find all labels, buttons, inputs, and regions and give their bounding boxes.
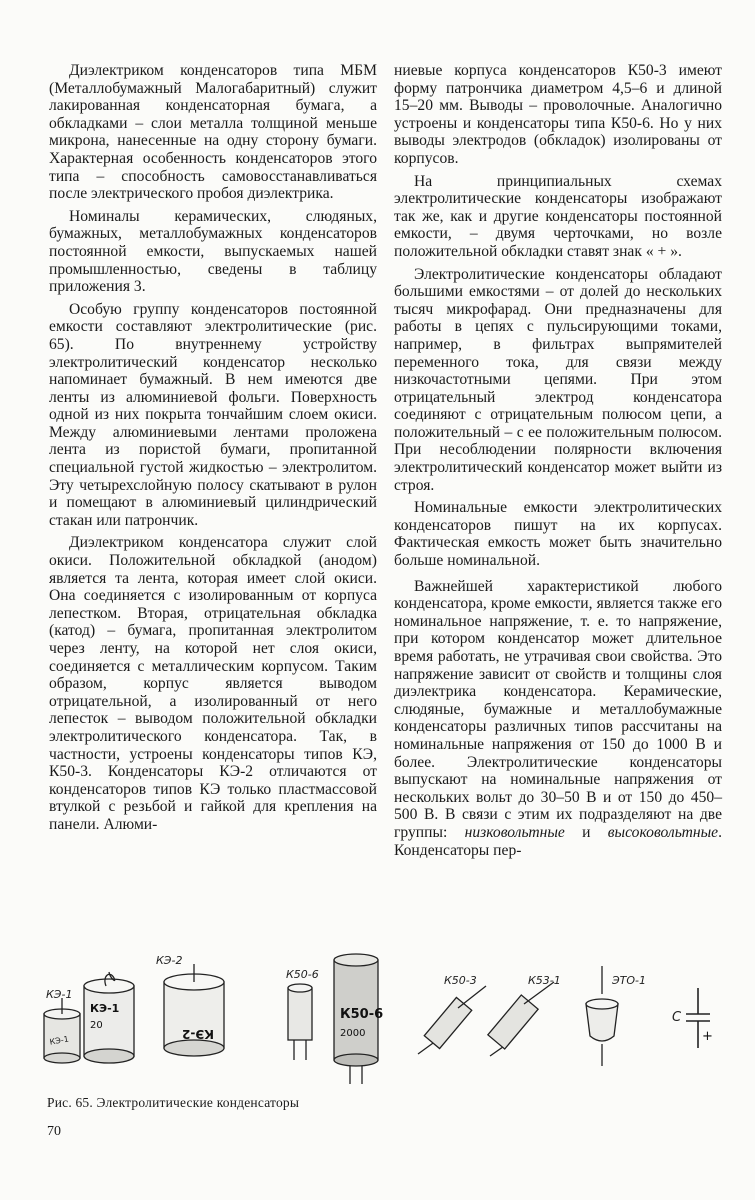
paragraph: Электролитические конденсаторы обладают большими емкостями – от долей до нескольких тысяч микрофарад. Они предназначены для работы в цепях с пульсирующими токами, например, в фильтрах выпрямителей переменного тока, для связи между низкочастотными цепями. При этом отрицательный электрод конденсатора соединяют с отрицательным полюсом цепи, а положительный – с ее положительным полюсом. При несоблюдении полярности включения электролитический конденсатор может выйти из строя.	[394, 265, 722, 494]
label-ke2: КЭ-2	[156, 954, 183, 967]
capacitor-ke2	[164, 964, 224, 1056]
body-mark: К50-6	[340, 1007, 384, 1022]
capacitor-symbol	[686, 988, 713, 1048]
capacitor-k506-small	[288, 984, 312, 1060]
figure-caption: Рис. 65. Электролитические конденсаторы	[47, 1095, 300, 1110]
body-mark: КЭ-1	[90, 1002, 120, 1015]
capacitor-ke1	[84, 972, 134, 1063]
paragraph-text: . Конденсаторы пер-	[394, 823, 722, 859]
body-value: 20	[90, 1020, 103, 1031]
label-k531: К53-1	[528, 974, 561, 987]
label-symbol-c: C	[672, 1010, 682, 1025]
emphasis-text: низковольтные	[464, 823, 565, 841]
paragraph: ниевые корпуса конденсаторов К50-3 имеют форму патрончика диаметром 4,5–6 и длиной 15–20 мм. Выводы – проволочные. Аналогично устроены и конденсаторы типа К50-6. Но у них выводы электродов (обкладок) изолированы от корпусов.	[394, 62, 722, 167]
body-value: 2000	[340, 1028, 366, 1039]
capacitor-k506	[334, 954, 383, 1084]
paragraph: Диэлектриком конденсаторов типа МБМ (Металлобумажный Малогабаритный) служит лакированная конденсаторная бумага, а обкладками – слои металла толщиной меньше микрона, нанесенные на одну сторону бумаги. Характерная особенность конденсаторов этого типа – способность самовосстанавливаться после электрического пробоя диэлектрика.	[49, 62, 377, 203]
body-mark: КЭ-2	[182, 1027, 214, 1041]
paragraph	[394, 578, 722, 860]
paragraph: Номинальные емкости электролитических конденсаторов пишут на их корпусах. Фактическая емкость может быть значительно больше номинальной.	[394, 499, 722, 570]
paragraph: Номиналы керамических, слюдяных, бумажных, металлобумажных конденсаторов постоянной емкости, выпускаемых нашей промышленностью, сведены в таблицу приложения 3.	[49, 207, 377, 296]
label-ke1: КЭ-1	[46, 988, 73, 1001]
left-text-column	[49, 62, 377, 839]
label-eto1: ЭТО-1	[612, 974, 647, 987]
paragraph: Особую группу конденсаторов постоянной емкости составляют электролитические (рис. 65). По внутреннему устройству электролитический конденсатор несколько напоминает бумажный. В нем имеются две ленты из алюминиевой фольги. Поверхность одной из них покрыта тончайшим слоем окиси. Между алюминиевыми лентами проложена лента из пористой бумаги, пропитанной специальной густой жидкостью – электролитом. Эту четырехслойную полосу скатывают в рулон и помещают в алюминиевый цилиндрический стакан или патрончик.	[49, 300, 377, 529]
capacitor-k503	[418, 986, 486, 1054]
paragraph-text: Важнейшей характеристикой любого конденсатора, кроме емкости, является также его номинальное напряжение, т. е. то напряжение, при котором конденсатор может длительное время работать, не утрачивая свои свойства. Это напряжение зависит от свойств и толщины слоя диэлектрика конденсатора. Керамические, слюдяные, бумажные и металлобумажные конденсаторы различных типов рассчитаны на номинальные напряжения от 150 до 1000 В и более. Электролитические конденсаторы выпускают на номинальные напряжения от нескольких вольт до 30–50 В и от 150 до 450–500 В. В связи с этим их подразделяют на две группы:	[394, 577, 722, 841]
capacitor-ke1-small	[44, 998, 80, 1063]
paragraph-text: и	[564, 823, 608, 841]
page-number: 70	[47, 1124, 61, 1139]
label-k503: К50-3	[444, 974, 477, 987]
figure-65	[40, 948, 720, 1088]
capacitors-illustration	[40, 948, 720, 1088]
capacitor-k531	[488, 982, 554, 1056]
emphasis-text: высоковольтные	[607, 823, 719, 841]
body-mark: КЭ-1	[48, 1034, 70, 1047]
label-k506: К50-6	[286, 968, 319, 981]
right-text-column	[394, 62, 722, 864]
paragraph: На принципиальных схемах электролитические конденсаторы изображают так же, как и другие конденсаторы постоянной емкости, – двумя черточками, но возле положительной обкладки ставят знак « + ».	[394, 172, 722, 260]
paragraph: Диэлектриком конденсатора служит слой окиси. Положительной обкладкой (анодом) является та лента, которая имеет слой окиси. Она соединяется с изолированным от корпуса лепестком. Вторая, отрицательная обкладка (катод) – бумага, пропитанная электролитом через ленту, на которой нет слоя окиси, соединяется с металлическим корпусом. Таким образом, корпус является выводом отрицательной, а изолированный от него лепесток – выводом положительной обкладки электролитического конденсатора. Так, в частности, устроены конденсаторы типов КЭ, К50-3. Конденсаторы КЭ-2 отличаются от конденсаторов типов КЭ только пластмассовой втулкой с резьбой и гайкой для крепления на панели. Алюми-	[49, 534, 377, 833]
plus-sign: +	[702, 1029, 713, 1044]
